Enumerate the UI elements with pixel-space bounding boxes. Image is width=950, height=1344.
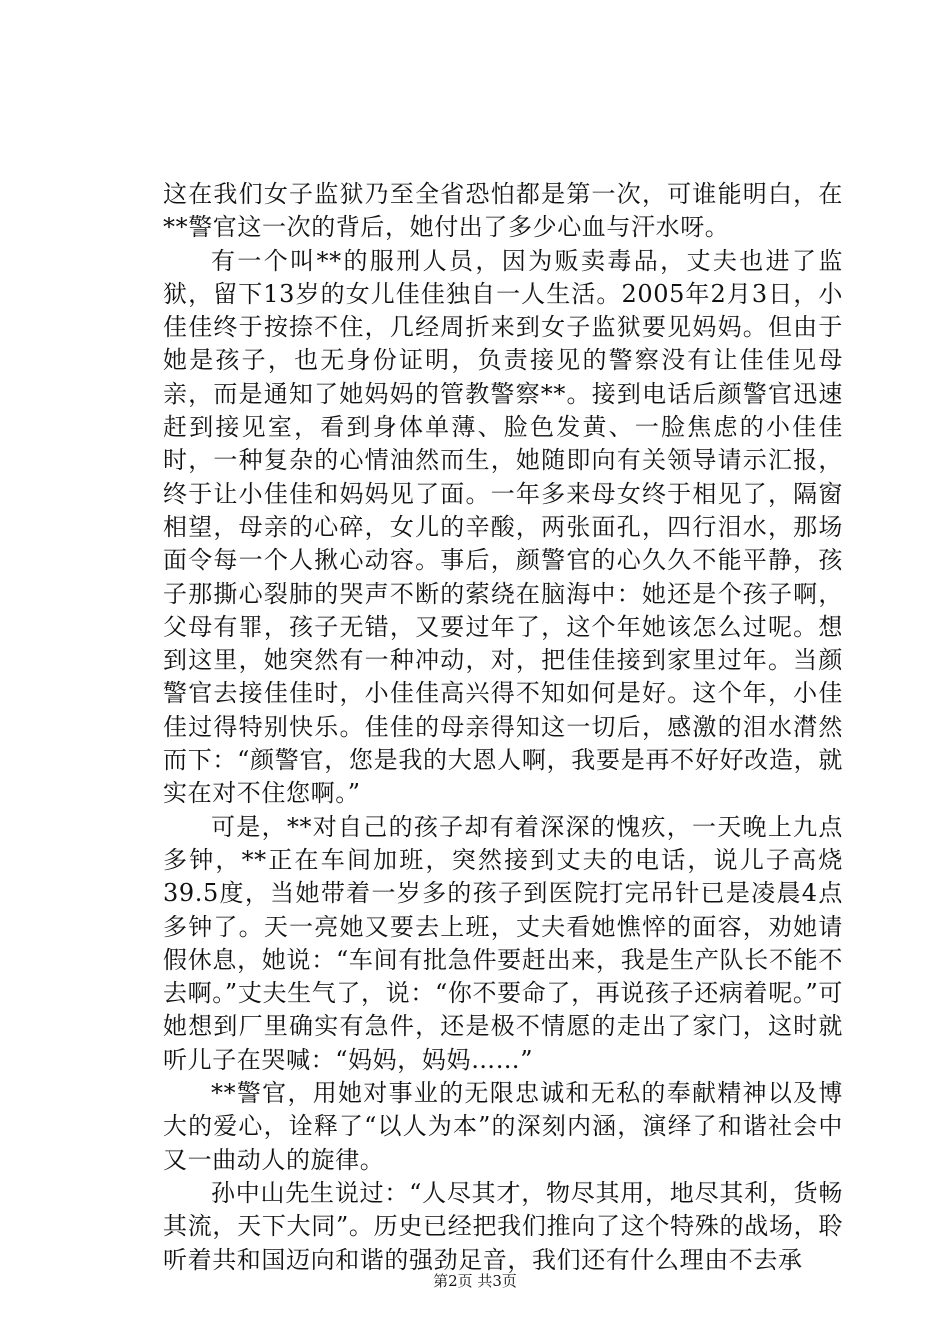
paragraph-4: **警官，用她对事业的无限忠诚和无私的奉献精神以及博大的爱心，诠释了“以人为本”的深刻内涵，演绎了和谐社会中又一曲动人的旋律。 [163, 1079, 843, 1174]
paragraph-5: 孙中山先生说过：“人尽其才，物尽其用，地尽其利，货畅其流，天下大同”。历史已经把我们推向了这个特殊的战场，聆听着共和国迈向和谐的强劲足音，我们还有什么理由不去承 [163, 1178, 843, 1274]
document-body [163, 178, 843, 1277]
page-footer: 第2页 共3页 [433, 1272, 517, 1290]
paragraph-3: 可是，**对自己的孩子却有着深深的愧疚，一天晚上九点多钟，**正在车间加班，突然接到丈夫的电话，说儿子高烧39.5度，当她带着一岁多的孩子到医院打完吊针已是凌晨4点多钟了。天一亮她又要去上班，丈夫看她憔悴的面容，劝她请假休息，她说：“车间有批急件要赶出来，我是生产队长不能不去啊。”丈夫生气了，说：“你不要命了，再说孩子还病着呢。”可她想到厂里确实有急件，还是极不情愿的走出了家门，这时就听儿子在哭喊：“妈妈，妈妈……” [163, 812, 843, 1074]
paragraph-2: 有一个叫**的服刑人员，因为贩卖毒品，丈夫也进了监狱，留下13岁的女儿佳佳独自一人生活。2005年2月3日，小佳佳终于按捺不住，几经周折来到女子监狱要见妈妈。但由于她是孩子，也无身份证明，负责接见的警察没有让佳佳见母亲，而是通知了她妈妈的管教警察**。接到电话后颜警官迅速赶到接见室，看到身体单薄、脸色发黄、一脸焦虑的小佳佳时，一种复杂的心情油然而生，她随即向有关领导请示汇报，终于让小佳佳和妈妈见了面。一年多来母女终于相见了，隔窗相望，母亲的心碎，女儿的辛酸，两张面孔，四行泪水，那场面令每一个人揪心动容。事后，颜警官的心久久不能平静，孩子那撕心裂肺的哭声不断的萦绕在脑海中：她还是个孩子啊，父母有罪，孩子无错，又要过年了，这个年她该怎么过呢。想到这里，她突然有一种冲动，对，把佳佳接到家里过年。当颜警官去接佳佳时，小佳佳高兴得不知如何是好。这个年，小佳佳过得特别快乐。佳佳的母亲得知这一切后，感激的泪水潸然而下：“颜警官，您是我的大恩人啊，我要是再不好好改造，就实在对不住您啊。” [163, 246, 843, 808]
paragraph-1: 这在我们女子监狱乃至全省恐怕都是第一次，可谁能明白，在**警官这一次的背后，她付出了多少心血与汗水呀。 [163, 180, 843, 242]
